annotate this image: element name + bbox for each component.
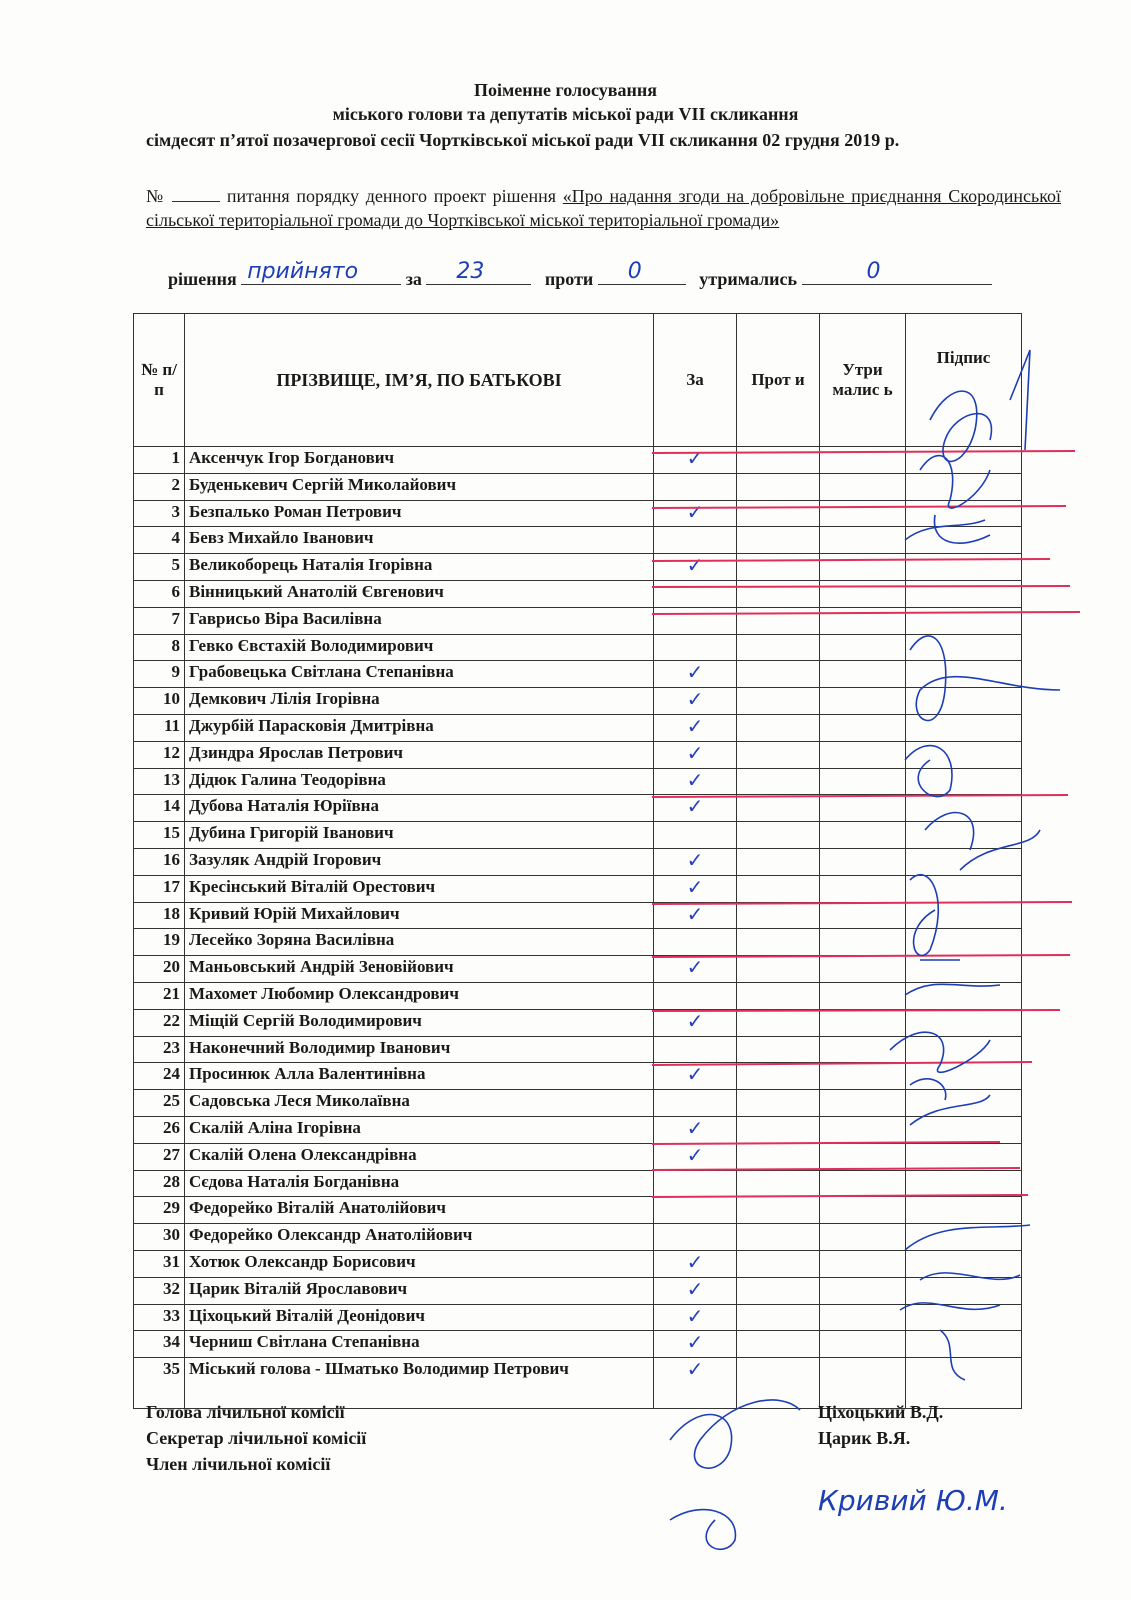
deputy-name: Аксенчук Ігор Богданович [185, 447, 654, 474]
table-row [134, 500, 1022, 527]
vote-za-cell [654, 822, 737, 849]
vote-proty-cell [737, 768, 820, 795]
signature-cell [906, 714, 1022, 741]
vote-za-cell [654, 982, 737, 1009]
signature-cell [906, 1116, 1022, 1143]
vote-za-cell: ✓ [654, 1063, 737, 1090]
row-number: 8 [134, 634, 185, 661]
table-row [134, 1224, 1022, 1251]
vote-proty-cell [737, 1250, 820, 1277]
vote-za-cell: ✓ [654, 1250, 737, 1277]
table-row [134, 1009, 1022, 1036]
table-row [134, 473, 1022, 500]
agenda-question [146, 184, 1061, 232]
vote-utr-cell [820, 1304, 906, 1331]
signature-cell [906, 822, 1022, 849]
signature-cell [906, 634, 1022, 661]
signature-cell [906, 1090, 1022, 1117]
row-number: 16 [134, 848, 185, 875]
signature-cell [906, 768, 1022, 795]
row-number: 35 [134, 1358, 185, 1409]
row-number: 23 [134, 1036, 185, 1063]
vote-utr-cell [820, 741, 906, 768]
vote-za-cell [654, 929, 737, 956]
signature-cell [906, 580, 1022, 607]
voting-table [133, 313, 1022, 1409]
table-row [134, 634, 1022, 661]
vote-za-cell: ✓ [654, 1116, 737, 1143]
vote-proty-cell [737, 1036, 820, 1063]
vote-utr-cell [820, 1170, 906, 1197]
vote-proty-cell [737, 661, 820, 688]
signature-cell [906, 688, 1022, 715]
vote-utr-cell [820, 1277, 906, 1304]
deputy-name: Маньовський Андрій Зеновійович [185, 956, 654, 983]
signature-cell [906, 741, 1022, 768]
vote-za-cell: ✓ [654, 1009, 737, 1036]
signature-cell [906, 607, 1022, 634]
table-row [134, 1143, 1022, 1170]
vote-proty-cell [737, 527, 820, 554]
vote-proty-cell [737, 634, 820, 661]
vote-utr-cell [820, 768, 906, 795]
table-row [134, 607, 1022, 634]
row-number: 13 [134, 768, 185, 795]
row-number: 19 [134, 929, 185, 956]
vote-proty-cell [737, 1143, 820, 1170]
vote-proty-cell [737, 1063, 820, 1090]
deputy-name: Дубова Наталія Юріївна [185, 795, 654, 822]
deputy-name: Хотюк Олександр Борисович [185, 1250, 654, 1277]
signature-cell [906, 1250, 1022, 1277]
deputy-name: Міський голова - Шматько Володимир Петрович [185, 1358, 654, 1409]
vote-proty-cell [737, 875, 820, 902]
deputy-name: Джурбій Парасковія Дмитрівна [185, 714, 654, 741]
vote-utr-cell [820, 447, 906, 474]
deputy-name: Дзиндра Ярослав Петрович [185, 741, 654, 768]
row-number: 7 [134, 607, 185, 634]
row-number: 24 [134, 1063, 185, 1090]
table-row [134, 929, 1022, 956]
proty-label: проти [544, 269, 594, 289]
vote-za-cell [654, 473, 737, 500]
deputy-name: Наконечний Володимир Іванович [185, 1036, 654, 1063]
row-number: 17 [134, 875, 185, 902]
deputy-name: Кривий Юрій Михайлович [185, 902, 654, 929]
deputy-name: Грабовецька Світлана Степанівна [185, 661, 654, 688]
row-number: 14 [134, 795, 185, 822]
deputy-name: Царик Віталій Ярославович [185, 1277, 654, 1304]
vote-za-cell: ✓ [654, 1143, 737, 1170]
vote-proty-cell [737, 902, 820, 929]
vote-utr-cell [820, 875, 906, 902]
signature-cell [906, 500, 1022, 527]
row-number: 2 [134, 473, 185, 500]
row-number: 18 [134, 902, 185, 929]
vote-za-cell: ✓ [654, 447, 737, 474]
vote-proty-cell [737, 473, 820, 500]
row-number: 25 [134, 1090, 185, 1117]
deputy-name: Просинюк Алла Валентинівна [185, 1063, 654, 1090]
vote-proty-cell [737, 822, 820, 849]
proty-line [598, 259, 686, 285]
vote-utr-cell [820, 714, 906, 741]
vote-utr-cell [820, 1331, 906, 1358]
vote-utr-cell [820, 1143, 906, 1170]
row-number: 4 [134, 527, 185, 554]
vote-proty-cell [737, 1277, 820, 1304]
vote-za-cell: ✓ [654, 714, 737, 741]
question-title: «Про надання згоди на добровільне приєднання Скородинської сільської територіальної громади до Чортківської міської територіальної громади» [146, 186, 1062, 230]
vote-proty-cell [737, 554, 820, 581]
row-number: 1 [134, 447, 185, 474]
za-line [426, 259, 531, 285]
vote-za-cell: ✓ [654, 875, 737, 902]
vote-utr-cell [820, 1224, 906, 1251]
vote-za-cell: ✓ [654, 1358, 737, 1409]
vote-proty-cell [737, 1224, 820, 1251]
vote-za-cell [654, 1036, 737, 1063]
vote-utr-cell [820, 607, 906, 634]
signature-cell [906, 1143, 1022, 1170]
vote-proty-cell [737, 580, 820, 607]
table-row [134, 447, 1022, 474]
row-number: 20 [134, 956, 185, 983]
table-row [134, 580, 1022, 607]
question-number-prefix: № [146, 186, 166, 206]
member-signature-handwritten: Кривий Ю.М. [818, 1484, 1008, 1517]
vote-za-cell: ✓ [654, 902, 737, 929]
decision-result-handwritten: прийнято [247, 259, 359, 284]
vote-proty-cell [737, 447, 820, 474]
vote-za-cell: ✓ [654, 554, 737, 581]
vote-utr-cell [820, 795, 906, 822]
signature-cell [906, 1277, 1022, 1304]
vote-utr-cell [820, 527, 906, 554]
deputy-name: Федорейко Віталій Анатолійович [185, 1197, 654, 1224]
row-number: 5 [134, 554, 185, 581]
table-row [134, 1090, 1022, 1117]
vote-utr-cell [820, 1063, 906, 1090]
signature-cell [906, 1036, 1022, 1063]
deputy-name: Великоборець Наталія Ігорівна [185, 554, 654, 581]
signature-cell [906, 875, 1022, 902]
vote-utr-cell [820, 500, 906, 527]
vote-utr-cell [820, 634, 906, 661]
deputy-name: Бевз Михайло Іванович [185, 527, 654, 554]
vote-proty-cell [737, 1197, 820, 1224]
row-number: 30 [134, 1224, 185, 1251]
vote-za-cell: ✓ [654, 768, 737, 795]
vote-proty-cell [737, 500, 820, 527]
table-row [134, 1116, 1022, 1143]
session-line: сімдесят п’ятої позачергової сесії Чортківської міської ради VII скликання 02 грудня 2019 р. [146, 130, 900, 150]
vote-utr-cell [820, 1358, 906, 1409]
table-row [134, 688, 1022, 715]
col-header-sign: Підпис [906, 314, 1022, 447]
row-number: 33 [134, 1304, 185, 1331]
vote-utr-cell [820, 956, 906, 983]
col-header-za: За [654, 314, 737, 447]
row-number: 11 [134, 714, 185, 741]
row-number: 21 [134, 982, 185, 1009]
vote-proty-cell [737, 1116, 820, 1143]
vote-proty-cell [737, 982, 820, 1009]
row-number: 15 [134, 822, 185, 849]
vote-proty-cell [737, 1009, 820, 1036]
signature [670, 1510, 735, 1550]
deputy-name: Сєдова Наталія Богданівна [185, 1170, 654, 1197]
vote-proty-cell [737, 956, 820, 983]
vote-za-cell [654, 1170, 737, 1197]
table-row [134, 714, 1022, 741]
signature-cell [906, 661, 1022, 688]
vote-utr-cell [820, 982, 906, 1009]
vote-utr-cell [820, 1036, 906, 1063]
decision-label: рішення [168, 269, 237, 289]
vote-za-cell: ✓ [654, 795, 737, 822]
signature-cell [906, 527, 1022, 554]
deputy-name: Скалій Аліна Ігорівна [185, 1116, 654, 1143]
vote-proty-cell [737, 1304, 820, 1331]
vote-utr-cell [820, 554, 906, 581]
row-number: 29 [134, 1197, 185, 1224]
table-row [134, 1277, 1022, 1304]
doc-subtitle: міського голови та депутатів міської ради VII скликання [332, 104, 799, 124]
table-row [134, 768, 1022, 795]
question-number-blank [172, 187, 220, 202]
col-header-num: № п/п [134, 314, 185, 447]
row-number: 27 [134, 1143, 185, 1170]
decision-line [168, 259, 992, 290]
table-row [134, 1197, 1022, 1224]
row-number: 12 [134, 741, 185, 768]
secretary-label: Секретар лічильної комісії [146, 1428, 367, 1448]
deputy-name: Кресінський Віталій Орестович [185, 875, 654, 902]
table-row [134, 875, 1022, 902]
table-row [134, 848, 1022, 875]
signature-cell [906, 1009, 1022, 1036]
vote-za-cell [654, 1090, 737, 1117]
row-number: 10 [134, 688, 185, 715]
doc-title: Поіменне голосування [473, 80, 658, 100]
vote-proty-cell [737, 714, 820, 741]
vote-za-cell [654, 607, 737, 634]
col-header-utr: Утри малис ь [820, 314, 906, 447]
vote-utr-cell [820, 661, 906, 688]
vote-za-cell: ✓ [654, 688, 737, 715]
signature-cell [906, 929, 1022, 956]
signature-cell [906, 848, 1022, 875]
deputy-name: Махомет Любомир Олександрович [185, 982, 654, 1009]
row-number: 3 [134, 500, 185, 527]
vote-za-cell [654, 527, 737, 554]
vote-utr-cell [820, 1116, 906, 1143]
vote-za-cell: ✓ [654, 1277, 737, 1304]
table-row [134, 1331, 1022, 1358]
deputy-name: Гевко Євстахій Володимирович [185, 634, 654, 661]
vote-za-cell: ✓ [654, 956, 737, 983]
table-row [134, 1250, 1022, 1277]
row-number: 28 [134, 1170, 185, 1197]
utr-line [802, 259, 992, 285]
signature-cell [906, 1358, 1022, 1409]
row-number: 26 [134, 1116, 185, 1143]
vote-utr-cell [820, 688, 906, 715]
table-row [134, 741, 1022, 768]
question-middle-text: питання порядку денного проект рішення [226, 186, 557, 206]
vote-proty-cell [737, 607, 820, 634]
vote-proty-cell [737, 1331, 820, 1358]
vote-utr-cell [820, 580, 906, 607]
signature-cell [906, 1331, 1022, 1358]
za-label: за [405, 269, 422, 289]
signature-cell [906, 447, 1022, 474]
table-row [134, 795, 1022, 822]
row-number: 9 [134, 661, 185, 688]
col-header-name: ПРІЗВИЩЕ, ІМ’Я, ПО БАТЬКОВІ [185, 314, 654, 447]
vote-proty-cell [737, 1170, 820, 1197]
table-row [134, 1358, 1022, 1409]
vote-utr-cell [820, 1090, 906, 1117]
vote-za-cell: ✓ [654, 500, 737, 527]
vote-proty-cell [737, 929, 820, 956]
signature-cell [906, 554, 1022, 581]
za-value: 23 [456, 259, 485, 284]
vote-proty-cell [737, 1090, 820, 1117]
signature-cell [906, 1224, 1022, 1251]
table-row [134, 1304, 1022, 1331]
deputy-name: Буденькевич Сергій Миколайович [185, 473, 654, 500]
vote-proty-cell [737, 795, 820, 822]
deputy-name: Демкович Лілія Ігорівна [185, 688, 654, 715]
vote-za-cell: ✓ [654, 661, 737, 688]
table-row [134, 1170, 1022, 1197]
table-row [134, 902, 1022, 929]
col-header-proty: Прот и [737, 314, 820, 447]
deputy-name: Ціхоцький Віталій Деонідович [185, 1304, 654, 1331]
vote-za-cell [654, 1224, 737, 1251]
signature-cell [906, 1170, 1022, 1197]
chair-label: Голова лічильної комісії [146, 1402, 345, 1422]
deputy-name: Гаврисьо Віра Василівна [185, 607, 654, 634]
vote-utr-cell [820, 1250, 906, 1277]
table-row [134, 661, 1022, 688]
table-row [134, 1036, 1022, 1063]
deputy-name: Дубина Григорій Іванович [185, 822, 654, 849]
row-number: 32 [134, 1277, 185, 1304]
deputy-name: Вінницький Анатолій Євгенович [185, 580, 654, 607]
secretary-name: Царик В.Я. [818, 1428, 911, 1448]
table-row [134, 822, 1022, 849]
deputy-name: Безпалько Роман Петрович [185, 500, 654, 527]
table-row [134, 1063, 1022, 1090]
vote-utr-cell [820, 848, 906, 875]
row-number: 22 [134, 1009, 185, 1036]
deputy-name: Скалій Олена Олександрівна [185, 1143, 654, 1170]
vote-za-cell: ✓ [654, 848, 737, 875]
vote-proty-cell [737, 1358, 820, 1409]
vote-za-cell [654, 634, 737, 661]
decision-result-line [241, 259, 401, 285]
proty-value: 0 [627, 259, 642, 284]
signature [670, 1400, 800, 1468]
deputy-name: Міщій Сергій Володимирович [185, 1009, 654, 1036]
table-row [134, 554, 1022, 581]
vote-za-cell: ✓ [654, 741, 737, 768]
signature-cell [906, 1197, 1022, 1224]
table-row [134, 956, 1022, 983]
deputy-name: Лесейко Зоряна Василівна [185, 929, 654, 956]
signature-cell [906, 956, 1022, 983]
signature-cell [906, 982, 1022, 1009]
vote-za-cell: ✓ [654, 1331, 737, 1358]
deputy-name: Федорейко Олександр Анатолійович [185, 1224, 654, 1251]
table-row [134, 982, 1022, 1009]
row-number: 31 [134, 1250, 185, 1277]
vote-utr-cell [820, 902, 906, 929]
deputy-name: Черниш Світлана Степанівна [185, 1331, 654, 1358]
row-number: 6 [134, 580, 185, 607]
vote-utr-cell [820, 929, 906, 956]
vote-utr-cell [820, 1197, 906, 1224]
signature-cell [906, 1304, 1022, 1331]
member-label: Член лічильної комісії [146, 1454, 331, 1474]
vote-proty-cell [737, 741, 820, 768]
vote-utr-cell [820, 473, 906, 500]
vote-za-cell [654, 580, 737, 607]
vote-za-cell [654, 1197, 737, 1224]
vote-proty-cell [737, 688, 820, 715]
table-row [134, 527, 1022, 554]
row-number: 34 [134, 1331, 185, 1358]
signature-cell [906, 1063, 1022, 1090]
utr-label: утримались [699, 269, 797, 289]
table-header-row [134, 314, 1022, 447]
vote-proty-cell [737, 848, 820, 875]
chair-name: Ціхоцький В.Д. [818, 1402, 944, 1422]
vote-za-cell: ✓ [654, 1304, 737, 1331]
vote-utr-cell [820, 1009, 906, 1036]
deputy-name: Дідюк Галина Теодорівна [185, 768, 654, 795]
signature-cell [906, 902, 1022, 929]
utr-value: 0 [866, 259, 881, 284]
signature-cell [906, 795, 1022, 822]
deputy-name: Зазуляк Андрій Ігорович [185, 848, 654, 875]
deputy-name: Садовська Леся Миколаївна [185, 1090, 654, 1117]
vote-utr-cell [820, 822, 906, 849]
signature-cell [906, 473, 1022, 500]
